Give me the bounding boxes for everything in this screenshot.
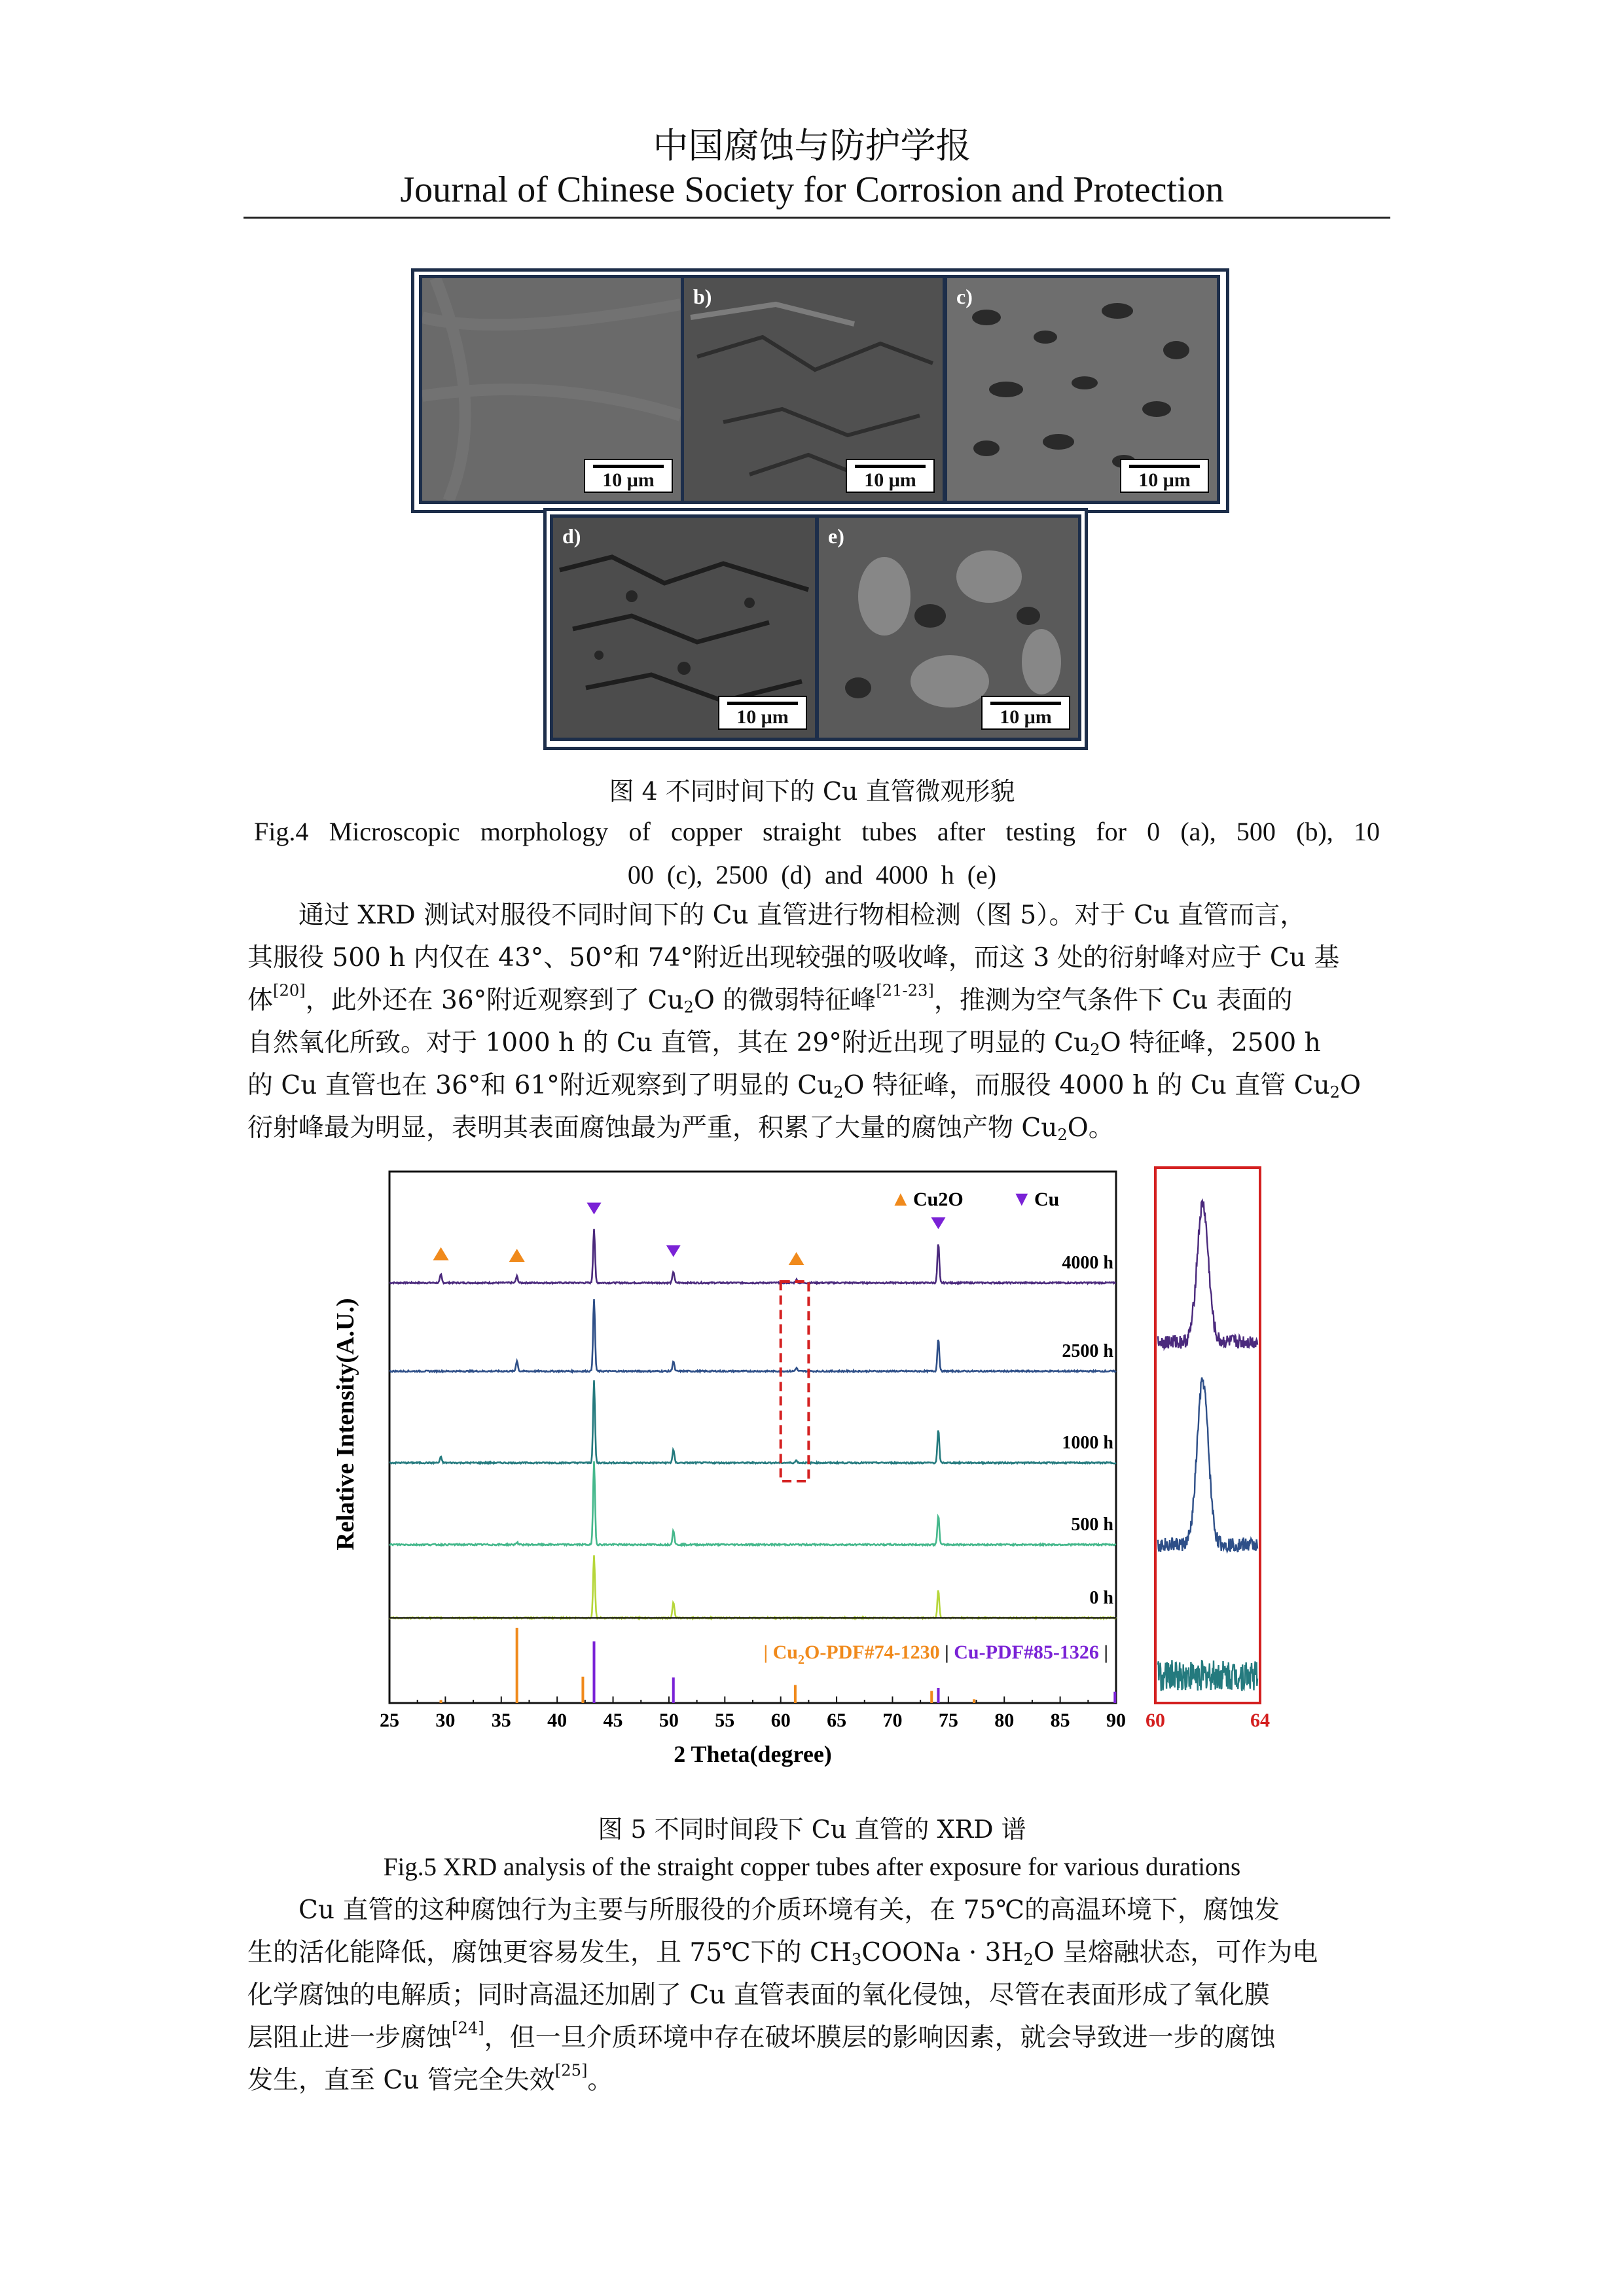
x-tick-label: 50 xyxy=(659,1710,679,1731)
para1-line3: 体[20]，此外还在 36°附近观察到了 $Cu_2O$ 的微弱特征峰[21-23]，推测为空气条件下 Cu 表面的 xyxy=(247,981,1293,1017)
xrd-trace-1000-h xyxy=(389,1380,1116,1463)
scale-bar: 10 μm xyxy=(718,696,807,730)
x-axis-label: 2 Theta(degree) xyxy=(674,1741,832,1767)
legend-label-cu2o: Cu2O xyxy=(913,1189,964,1210)
trace-label: 1000 h xyxy=(1062,1433,1113,1453)
legend-label-cu: Cu xyxy=(1034,1189,1060,1210)
inset-trace-4000-h xyxy=(1158,1201,1257,1349)
x-tick-label: 35 xyxy=(491,1710,511,1731)
reference-label-part: | xyxy=(1098,1641,1108,1663)
figure5-caption-cn: 图 5 不同时间段下 Cu 直管的 XRD 谱 xyxy=(598,1815,1026,1844)
sem-panel-b xyxy=(681,275,946,504)
reference-label-part: Cu xyxy=(772,1641,798,1663)
sem-panel-c xyxy=(944,275,1220,504)
sem-panel-d xyxy=(550,514,818,741)
plot-frame xyxy=(389,1172,1116,1703)
scale-bar: 10 μm xyxy=(584,459,673,493)
panel-label: d) xyxy=(562,524,581,548)
citation: [21-23] xyxy=(876,981,934,1000)
sem-panel-a xyxy=(419,275,684,504)
citation: [25] xyxy=(554,2061,588,2080)
highlight-box xyxy=(781,1282,809,1481)
xrd-trace-2500-h xyxy=(389,1299,1116,1372)
x-tick-label: 55 xyxy=(715,1710,735,1731)
reference-label xyxy=(764,1641,1108,1667)
panel-label: c) xyxy=(956,285,973,308)
x-tick-label: 90 xyxy=(1106,1710,1126,1731)
panel-label: b) xyxy=(693,285,712,308)
header-rule xyxy=(244,217,1390,219)
trace-label: 500 h xyxy=(1071,1515,1113,1535)
x-tick-label: 75 xyxy=(938,1710,958,1731)
reference-label-part: O-PDF#74-1230 xyxy=(804,1641,940,1663)
para2-line5: 发生，直至 Cu 管完全失效[25]。 xyxy=(247,2061,613,2095)
cu2o-peak-marker xyxy=(789,1252,804,1265)
reference-label-part: Cu-PDF#85-1326 xyxy=(954,1641,1099,1663)
xrd-chart xyxy=(314,1158,1283,1793)
x-tick-label: 85 xyxy=(1050,1710,1070,1731)
xrd-trace-0-h xyxy=(389,1555,1116,1619)
citation: [24] xyxy=(452,2018,484,2037)
inset-x-max: 64 xyxy=(1250,1710,1270,1731)
reference-label-part: 2 xyxy=(797,1653,804,1667)
x-tick-label: 30 xyxy=(435,1710,456,1731)
cu-peak-marker xyxy=(587,1203,602,1215)
journal-title-en: Journal of Chinese Society for Corrosion and Protection xyxy=(400,170,1224,210)
reference-label-part: | xyxy=(939,1641,954,1663)
cu2o-peak-marker xyxy=(509,1249,525,1262)
legend-marker-cu: ▼ xyxy=(1011,1187,1032,1210)
para1-line4: 自然氧化所致。对于 1000 h 的 Cu 直管，其在 29°附近出现了明显的 $Cu_2O$ 特征峰，2500 h xyxy=(247,1028,1321,1060)
journal-title-cn: 中国腐蚀与防护学报 xyxy=(653,125,971,166)
para2-line3: 化学腐蚀的电解质；同时高温还加剧了 Cu 直管表面的氧化侵蚀，尽管在表面形成了氧化膜 xyxy=(247,1981,1270,2010)
figure4-caption-en-line1: Fig.4 Microscopic morphology of copper straight tubes after testing for 0 (a), 500 (b), 10 xyxy=(254,817,1380,846)
scale-bar: 10 μm xyxy=(846,459,935,493)
trace-label: 2500 h xyxy=(1062,1341,1113,1361)
para1-line2: 其服役 500 h 内仅在 43°、50°和 74°附近出现较强的吸收峰，而这 3 处的衍射峰对应于 Cu 基 xyxy=(247,943,1340,973)
x-tick-label: 25 xyxy=(380,1710,399,1731)
sem-panel-e xyxy=(816,514,1081,741)
inset-trace-1000-h xyxy=(1158,1660,1257,1691)
cu-peak-marker xyxy=(931,1217,945,1229)
inset-trace-2500-h xyxy=(1158,1378,1257,1552)
figure4-caption-cn: 图 4 不同时间下的 Cu 直管微观形貌 xyxy=(609,777,1015,806)
x-tick-label: 70 xyxy=(882,1710,903,1731)
para2-line2: 生的活化能降低，腐蚀更容易发生，且 75℃下的 $CH_3COONa \cdot 3H_2O$ 呈熔融状态，可作为电 xyxy=(247,1938,1318,1969)
figure5-caption-en: Fig.5 XRD analysis of the straight copper tubes after exposure for various durations xyxy=(383,1853,1241,1881)
x-tick-label: 60 xyxy=(770,1710,791,1731)
para2-line4: 层阻止进一步腐蚀[24]，但一旦介质环境中存在破坏膜层的影响因素，就会导致进一步的腐蚀 xyxy=(247,2018,1276,2053)
para1-line1: 通过 XRD 测试对服役不同时间下的 Cu 直管进行物相检测（图 5）。对于 Cu 直管而言， xyxy=(298,901,1306,930)
legend-marker-cu2o: ▲ xyxy=(890,1187,911,1210)
figure4-caption-en-line2: 00 (c), 2500 (d) and 4000 h (e) xyxy=(627,860,997,889)
para1-line6: 衍射峰最为明显，表明其表面腐蚀最为严重，积累了大量的腐蚀产物 $Cu_2O$。 xyxy=(247,1113,1114,1145)
x-tick-label: 80 xyxy=(994,1710,1015,1731)
x-tick-label: 40 xyxy=(547,1710,568,1731)
citation: [20] xyxy=(273,981,306,1000)
scale-bar: 10 μm xyxy=(981,696,1070,730)
cu-peak-marker xyxy=(666,1246,681,1257)
para1-line5: 的 Cu 直管也在 36°和 61°附近观察到了明显的 $Cu_2O$ 特征峰，而服役 4000 h 的 Cu 直管 $Cu_2O$ xyxy=(247,1071,1361,1102)
reference-label-part: | xyxy=(763,1641,773,1663)
panel-label: e) xyxy=(828,524,844,548)
x-tick-label: 65 xyxy=(827,1710,847,1731)
y-axis-label: Relative Intensity(A.U.) xyxy=(332,1298,359,1551)
trace-label: 0 h xyxy=(1089,1588,1113,1608)
x-tick-label: 45 xyxy=(603,1710,623,1731)
scale-bar: 10 μm xyxy=(1120,459,1209,493)
trace-label: 4000 h xyxy=(1062,1253,1113,1273)
cu2o-peak-marker xyxy=(433,1247,449,1261)
body-paragraph-1 xyxy=(247,894,1386,1149)
xrd-trace-4000-h xyxy=(389,1229,1116,1283)
para2-line1: Cu 直管的这种腐蚀行为主要与所服役的介质环境有关，在 75℃的高温环境下，腐蚀发 xyxy=(298,1895,1280,1925)
xrd-trace-500-h xyxy=(389,1462,1116,1546)
body-paragraph-2 xyxy=(247,1889,1386,2102)
inset-x-min: 60 xyxy=(1146,1710,1165,1731)
